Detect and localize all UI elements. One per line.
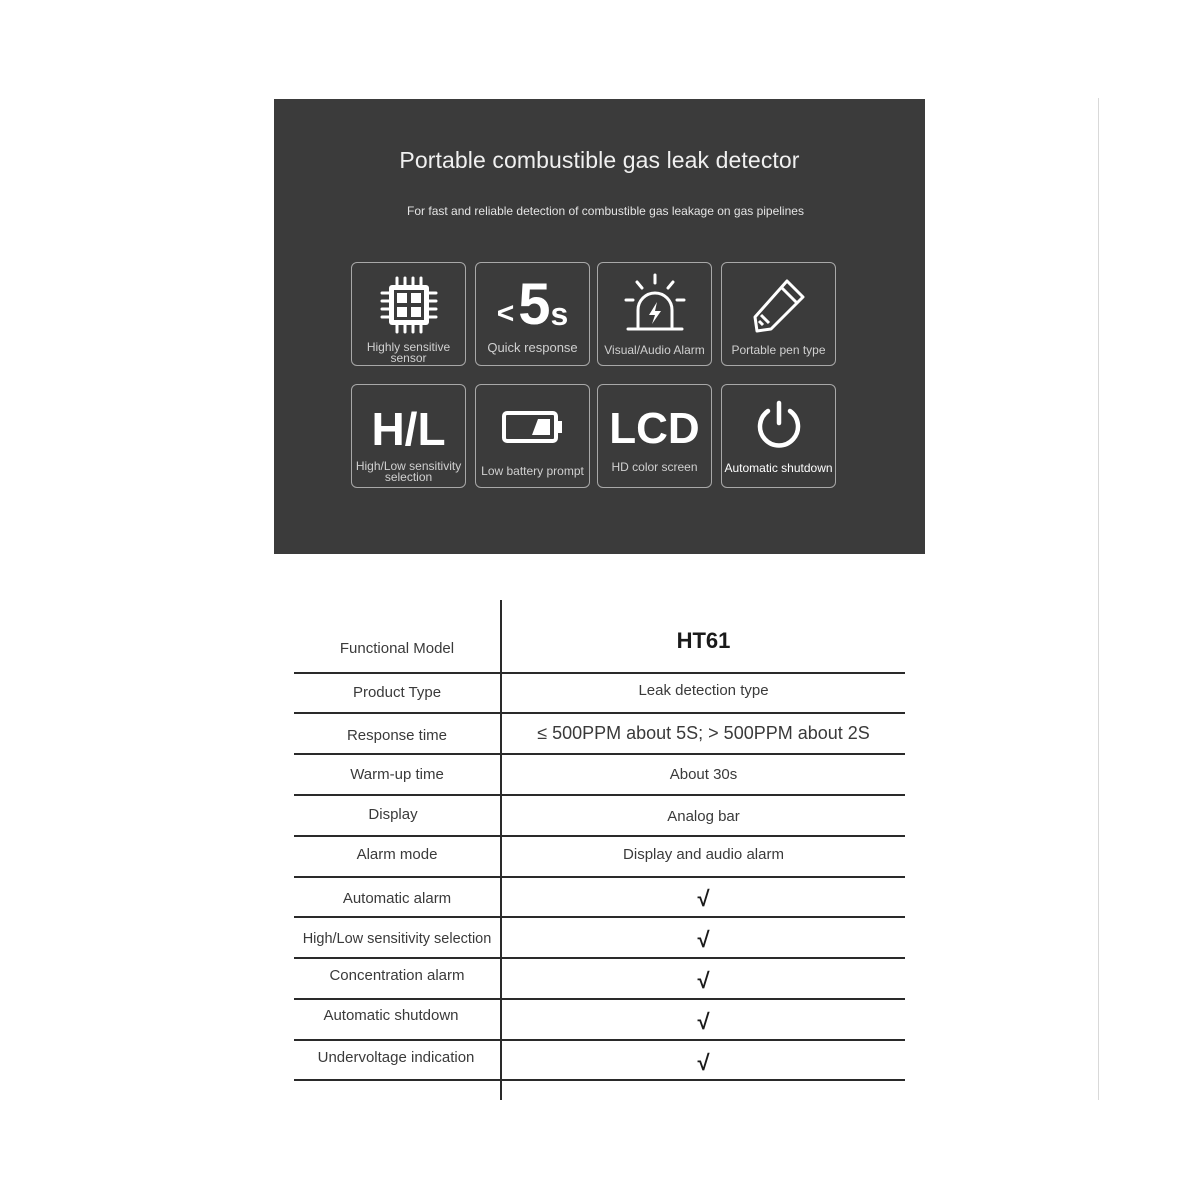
alarm-light-icon [598,275,711,335]
chip-icon [352,275,465,335]
row-divider [294,753,905,755]
feature-tile-screen [597,384,712,488]
feature-tile-sensitivity [351,384,466,488]
spec-table [294,600,905,1100]
banner-subtitle: For fast and reliable detection of combustible gas leakage on gas pipelines [407,204,804,218]
feature-label: Quick response [487,340,578,355]
response-time-badge: < 5 s [496,272,569,337]
spec-value: Leak detection type [638,682,769,699]
spec-label: Automatic shutdown [323,1007,459,1024]
row-divider [294,672,905,674]
row-divider [294,1079,905,1081]
feature-tile-sensor [351,262,466,366]
model-name: HT61 [676,628,731,653]
feature-label: Visual/Audio Alarm [604,343,705,357]
row-divider [294,916,905,918]
pen-icon [722,275,835,335]
row-divider [294,998,905,1000]
feature-label: Low battery prompt [481,464,584,478]
row-divider [294,835,905,837]
banner-title: Portable combustible gas leak detector [399,147,800,173]
row-divider [294,1039,905,1041]
spec-value: ≤ 500PPM about 5S; > 500PPM about 2S [537,723,870,743]
check-mark: √ [697,886,710,911]
check-mark: √ [697,927,710,952]
lcd-text-badge: LCD [609,404,700,453]
feature-label: Automatic shutdown [724,461,833,475]
row-divider [294,957,905,959]
feature-tile-alarm [597,262,712,366]
feature-label: HD color screen [611,460,698,474]
feature-label: Highly sensitive sensor [366,340,451,365]
low-battery-icon [476,397,589,457]
feature-label: High/Low sensitivity selection [355,459,462,484]
row-divider [294,712,905,714]
feature-tile-shutdown [721,384,836,488]
check-mark: √ [697,968,710,993]
row-divider [294,794,905,796]
spec-label: Alarm mode [356,846,438,863]
feature-banner [274,99,925,554]
spec-value: Analog bar [667,808,740,825]
feature-label: Portable pen type [731,343,826,357]
spec-label: Response time [346,727,448,744]
spec-value: Display and audio alarm [623,846,784,863]
spec-label: Automatic alarm [342,890,452,907]
check-mark: √ [697,1050,710,1075]
feature-tile-pen [721,262,836,366]
spec-label: Undervoltage indication [317,1049,475,1066]
spec-label: Display [368,806,418,823]
check-mark: √ [697,1009,710,1034]
page-divider [1098,98,1099,1100]
spec-label: High/Low sensitivity selection [302,931,492,947]
feature-tile-response [475,262,590,366]
row-divider [294,876,905,878]
spec-value: About 30s [669,766,738,783]
power-icon [722,395,835,455]
spec-label: Warm-up time [350,766,444,783]
feature-tile-battery [475,384,590,488]
spec-label: Product Type [352,684,442,701]
hl-text-badge: H/L [371,403,446,455]
spec-label: Functional Model [339,640,455,657]
spec-label: Concentration alarm [329,967,465,984]
